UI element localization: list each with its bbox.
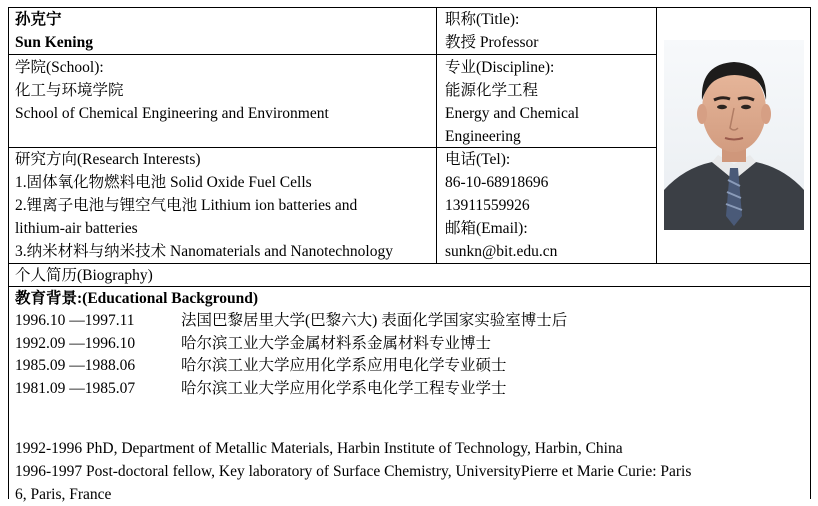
tel-label: 电话(Tel): <box>445 151 511 168</box>
table-border-right <box>810 7 811 499</box>
edu-entry <box>15 310 807 333</box>
edu-desc: 哈尔滨工业大学应用化学系电化学工程专业学士 <box>181 379 507 397</box>
discipline-en-1: Energy and Chemical <box>445 105 580 122</box>
edu-desc: 法国巴黎居里大学(巴黎六大) 表面化学国家实验室博士后 <box>181 312 568 329</box>
profile-photo <box>664 40 804 230</box>
table-border-row1 <box>8 54 656 55</box>
tel-2: 13911559926 <box>445 197 530 214</box>
research-item-3: 3.纳米材料与纳米技术 Nanomaterials and Nanotechnology <box>15 243 393 260</box>
name-en: Sun Kening <box>15 34 93 51</box>
school-cell <box>15 56 430 125</box>
edu-entry <box>15 378 807 401</box>
bio-en-line-3: 6, Paris, France <box>15 486 112 503</box>
biography-label-cell <box>15 264 795 287</box>
edu-entry <box>15 333 807 356</box>
research-item-2a: 2.锂离子电池与锂空气电池 Lithium ion batteries and <box>15 197 358 214</box>
research-cell <box>15 148 435 263</box>
discipline-en-2: Engineering <box>445 128 521 145</box>
edu-dates: 1981.09 —1985.07 <box>15 379 136 397</box>
discipline-cn: 能源化学工程 <box>445 82 539 99</box>
tel-1: 86-10-68918696 <box>445 174 549 191</box>
contact-cell <box>445 148 650 263</box>
research-item-1: 1.固体氧化物燃料电池 Solid Oxide Fuel Cells <box>15 174 312 191</box>
edu-entry <box>15 355 807 378</box>
edu-dates: 1996.10 —1997.11 <box>15 312 135 329</box>
edu-dates: 1985.09 —1988.06 <box>15 357 136 374</box>
edu-desc: 哈尔滨工业大学金属材料系金属材料专业博士 <box>181 334 492 352</box>
table-border-photo <box>656 7 657 263</box>
discipline-cell <box>445 56 650 148</box>
research-label: 研究方向(Research Interests) <box>15 151 201 168</box>
biography-label: 个人简历(Biography) <box>15 267 153 284</box>
name-cell <box>15 8 430 54</box>
table-border-mid <box>436 7 437 263</box>
edu-desc: 哈尔滨工业大学应用化学系应用电化学专业硕士 <box>181 357 507 374</box>
name-cn: 孙克宁 <box>15 11 62 28</box>
school-cn: 化工与环境学院 <box>15 82 124 99</box>
bio-en-line-2: 1996-1997 Post-doctoral fellow, Key laboratory of Surface Chemistry, UniversityPierre et Marie Curie: Paris <box>15 463 692 480</box>
school-label: 学院(School): <box>15 59 104 76</box>
title-label: 职称(Title): <box>445 11 520 28</box>
title-value: 教授 Professor <box>445 34 539 51</box>
research-item-2b: lithium-air batteries <box>15 220 138 237</box>
spacer <box>15 400 807 437</box>
school-en: School of Chemical Engineering and Environment <box>15 105 329 122</box>
edu-dates: 1992.09 —1996.10 <box>15 334 136 352</box>
email-label: 邮箱(Email): <box>445 220 528 237</box>
discipline-label: 专业(Discipline): <box>445 59 555 76</box>
biography-content <box>15 288 807 506</box>
portrait-image <box>664 40 804 230</box>
bio-en-line-1: 1992-1996 PhD, Department of Metallic Materials, Harbin Institute of Technology, Harbin, China <box>15 440 623 457</box>
email-value[interactable]: sunkn@bit.edu.cn <box>445 243 558 260</box>
table-border-left <box>8 7 9 499</box>
edu-heading: 教育背景:(Educational Background) <box>15 290 259 307</box>
title-cell <box>445 8 650 54</box>
